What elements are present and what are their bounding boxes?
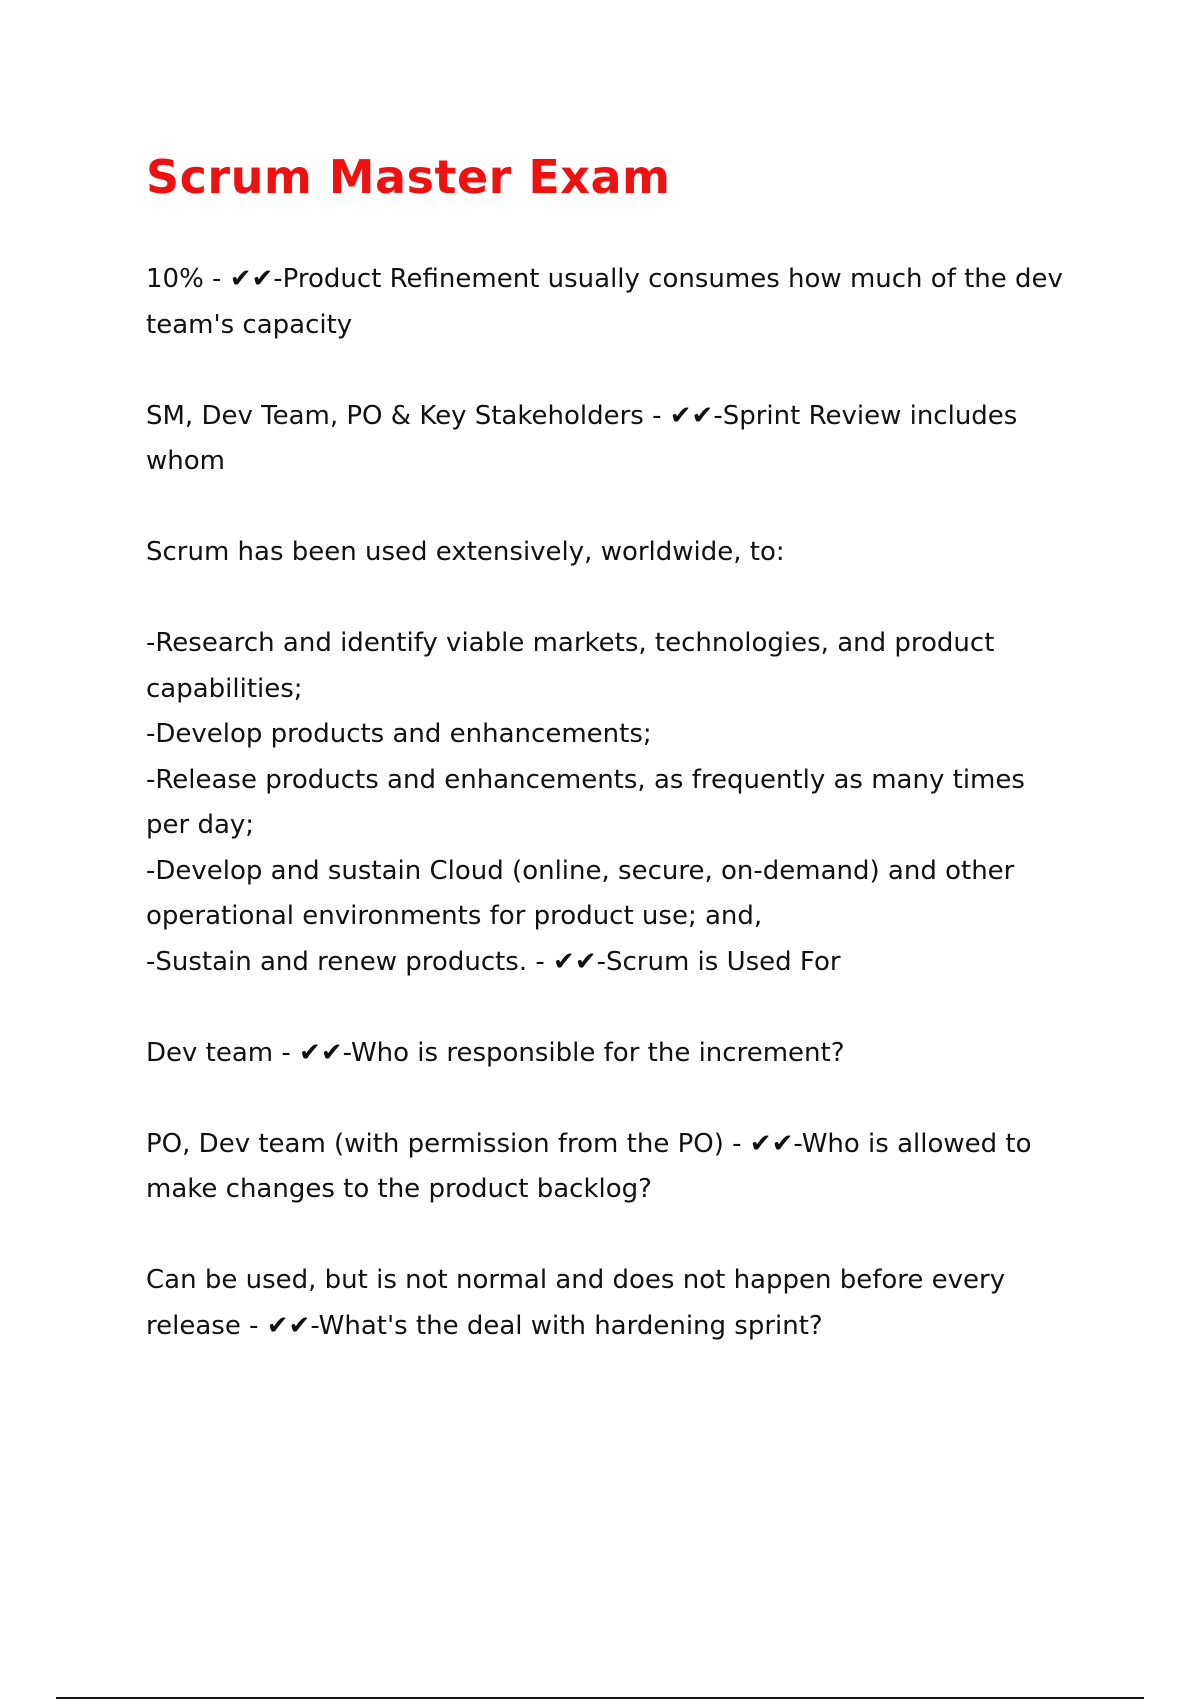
- flashcard-question: -Scrum is Used For: [596, 946, 841, 977]
- flashcard-list: [146, 257, 1076, 1395]
- flashcard-item: [146, 1258, 1076, 1349]
- footer-divider: [56, 1697, 1144, 1699]
- page-title: Scrum Master Exam: [146, 150, 671, 204]
- flashcard-question: -Who is responsible for the increment?: [342, 1037, 845, 1068]
- flashcard-item: [146, 530, 1076, 985]
- flashcard-item: [146, 1031, 1076, 1077]
- flashcard-answer: 10% -: [146, 264, 230, 294]
- flashcard-question: -Product Refinement usually consumes how much of the dev team's capacity: [146, 264, 1072, 340]
- double-check-icon: ✔✔: [749, 1128, 794, 1159]
- flashcard-question: -Sprint Review includes whom: [146, 400, 1026, 476]
- flashcard-item: [146, 394, 1076, 485]
- flashcard-answer: SM, Dev Team, PO & Key Stakeholders -: [146, 400, 670, 431]
- flashcard-item: [146, 1122, 1076, 1213]
- flashcard-item: [146, 257, 1076, 348]
- flashcard-question: -What's the deal with hardening sprint?: [310, 1310, 823, 1341]
- double-check-icon: ✔✔: [553, 946, 597, 977]
- double-check-icon: ✔✔: [229, 264, 274, 294]
- flashcard-answer: PO, Dev team (with permission from the PO) -: [146, 1128, 750, 1159]
- flashcard-answer: Can be used, but is not normal and does not happen before every release -: [146, 1265, 1014, 1341]
- flashcard-answer: Dev team -: [146, 1037, 300, 1068]
- flashcard-answer: Scrum has been used extensively, worldwide, to: -Research and identify viable markets, technologies, and product capabilities; -Develop products and enhancements; -Release products and enhancements, as frequently as many times per day; -Develop and sustain Cloud (online, secure, on-demand) and other operational environments for product use; and, -Sustain and renew products. -: [146, 537, 1025, 977]
- flashcard-question: -Who is allowed to make changes to the product backlog?: [146, 1128, 1040, 1204]
- double-check-icon: ✔✔: [669, 400, 714, 431]
- double-check-icon: ✔✔: [299, 1037, 343, 1068]
- double-check-icon: ✔✔: [266, 1310, 311, 1341]
